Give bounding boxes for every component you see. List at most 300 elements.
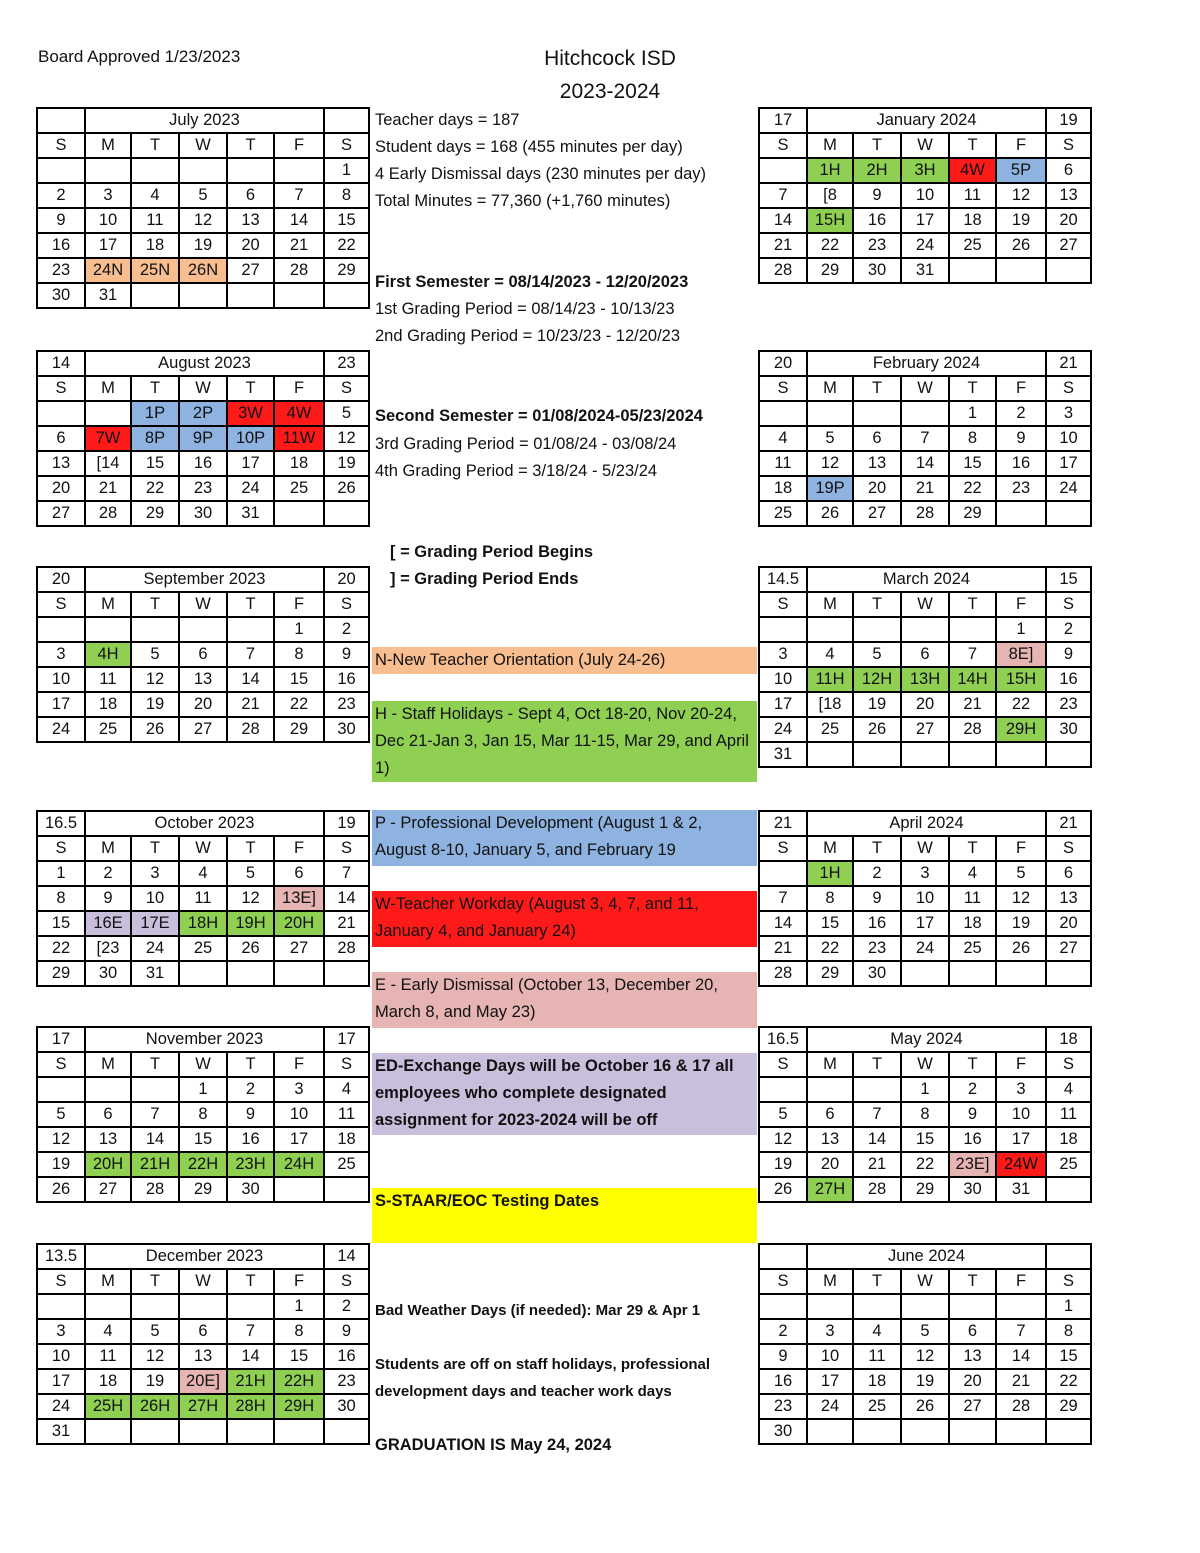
district-title: Hitchcock ISD: [544, 47, 676, 70]
day-cell: 28: [85, 501, 131, 526]
day-cell: 30: [949, 1177, 996, 1202]
weekday-header: W: [901, 1269, 949, 1294]
day-cell: 25N: [131, 258, 179, 283]
day-cell: 8: [274, 1319, 324, 1344]
day-cell: 5: [324, 401, 369, 426]
week-row: [37, 158, 369, 183]
day-cell: 21: [853, 1152, 901, 1177]
weekday-header: T: [853, 592, 901, 617]
day-cell: 7: [324, 861, 369, 886]
day-cell: 22: [37, 936, 85, 961]
day-cell: 26: [131, 717, 179, 742]
weekday-header: F: [996, 133, 1046, 158]
month-days-right: 17: [324, 1027, 369, 1052]
weekday-header: M: [807, 376, 853, 401]
day-cell: 25: [853, 1394, 901, 1419]
week-row: [759, 861, 1091, 886]
day-cell: 18: [949, 911, 996, 936]
week-row: [37, 1294, 369, 1319]
weekday-header: T: [853, 133, 901, 158]
week-row: [37, 1177, 369, 1202]
day-cell: 21: [759, 233, 807, 258]
day-cell: [324, 1177, 369, 1202]
day-cell: [324, 501, 369, 526]
day-cell: 23: [37, 258, 85, 283]
weekday-header: S: [324, 1269, 369, 1294]
week-row: [759, 617, 1091, 642]
week-row: [37, 208, 369, 233]
weekday-header: S: [37, 1052, 85, 1077]
day-cell: 9: [324, 642, 369, 667]
day-cell: 2: [759, 1319, 807, 1344]
month-days-right: [1046, 1244, 1091, 1269]
weekday-header: S: [324, 592, 369, 617]
day-cell: 28: [759, 258, 807, 283]
day-cell: 10: [37, 1344, 85, 1369]
weekday-header: T: [131, 133, 179, 158]
day-cell: [1046, 742, 1091, 767]
day-cell: [324, 961, 369, 986]
day-cell: 30: [759, 1419, 807, 1444]
day-cell: 19: [324, 451, 369, 476]
day-cell: [274, 501, 324, 526]
day-cell: 12H: [853, 667, 901, 692]
month-march-2024: [758, 566, 1092, 768]
day-cell: [274, 1419, 324, 1444]
day-cell: [131, 1294, 179, 1319]
day-cell: [179, 158, 227, 183]
day-cell: 18H: [179, 911, 227, 936]
day-cell: 12: [179, 208, 227, 233]
day-cell: 4: [853, 1319, 901, 1344]
day-cell: 24: [1046, 476, 1091, 501]
first-semester: First Semester = 08/14/2023 - 12/20/2023: [375, 273, 689, 291]
day-cell: 13: [179, 1344, 227, 1369]
day-cell: 9: [227, 1102, 274, 1127]
grading-period-2: 2nd Grading Period = 10/23/23 - 12/20/23: [375, 327, 681, 345]
day-cell: 14: [227, 1344, 274, 1369]
day-cell: 25: [949, 936, 996, 961]
legend-teacher-workday: W-Teacher Workday (August 3, 4, 7, and 11, January 4, and January 24): [372, 891, 757, 947]
day-cell: 17: [274, 1127, 324, 1152]
day-cell: 20H: [85, 1152, 131, 1177]
week-row: [759, 501, 1091, 526]
day-cell: 31: [759, 742, 807, 767]
day-cell: [996, 742, 1046, 767]
day-cell: [85, 1419, 131, 1444]
day-cell: 6: [853, 426, 901, 451]
day-cell: 22H: [274, 1369, 324, 1394]
day-cell: 23: [324, 692, 369, 717]
day-cell: 8: [274, 642, 324, 667]
day-cell: 7W: [85, 426, 131, 451]
weekday-header: W: [179, 376, 227, 401]
day-cell: 11: [85, 667, 131, 692]
month-days-right: 23: [324, 351, 369, 376]
day-cell: [853, 617, 901, 642]
day-cell: 27: [1046, 936, 1091, 961]
month-days-left: [37, 108, 85, 133]
day-cell: [807, 617, 853, 642]
week-row: [759, 208, 1091, 233]
day-cell: [853, 742, 901, 767]
day-cell: [131, 1077, 179, 1102]
day-cell: 19: [37, 1152, 85, 1177]
day-cell: 14: [131, 1127, 179, 1152]
day-cell: 31: [131, 961, 179, 986]
day-cell: 26: [227, 936, 274, 961]
week-row: [37, 1152, 369, 1177]
day-cell: 18: [1046, 1127, 1091, 1152]
bad-weather-days: Bad Weather Days (if needed): Mar 29 & Apr 1: [375, 1302, 701, 1319]
day-cell: 16: [759, 1369, 807, 1394]
day-cell: 6: [179, 642, 227, 667]
day-cell: 3: [85, 183, 131, 208]
day-cell: 25: [1046, 1152, 1091, 1177]
day-cell: 4W: [274, 401, 324, 426]
day-cell: 7: [274, 183, 324, 208]
day-cell: [131, 617, 179, 642]
day-cell: 8: [807, 886, 853, 911]
day-cell: 28: [274, 258, 324, 283]
day-cell: 5: [37, 1102, 85, 1127]
weekday-header: M: [807, 1052, 853, 1077]
day-cell: 1: [324, 158, 369, 183]
day-cell: 28: [996, 1394, 1046, 1419]
weekday-header: S: [324, 376, 369, 401]
day-cell: 13: [179, 667, 227, 692]
day-cell: [324, 1419, 369, 1444]
day-cell: 11: [949, 886, 996, 911]
day-cell: 16: [853, 208, 901, 233]
weekday-header: F: [274, 1052, 324, 1077]
weekday-header: T: [131, 592, 179, 617]
day-cell: 15: [901, 1127, 949, 1152]
day-cell: 20: [949, 1369, 996, 1394]
day-cell: [807, 1294, 853, 1319]
day-cell: 7: [853, 1102, 901, 1127]
day-cell: 13: [853, 451, 901, 476]
week-row: [37, 426, 369, 451]
day-cell: [179, 1294, 227, 1319]
day-cell: 7: [227, 642, 274, 667]
month-june-2024: [758, 1243, 1092, 1445]
day-cell: 10: [759, 667, 807, 692]
day-cell: 11: [1046, 1102, 1091, 1127]
day-cell: 30: [324, 1394, 369, 1419]
weekday-header: M: [85, 133, 131, 158]
day-cell: [901, 1294, 949, 1319]
day-cell: 14: [901, 451, 949, 476]
month-name: February 2024: [807, 351, 1046, 376]
day-cell: [227, 1419, 274, 1444]
day-cell: 10: [901, 886, 949, 911]
week-row: [37, 451, 369, 476]
day-cell: 30: [853, 258, 901, 283]
weekday-header: S: [324, 836, 369, 861]
day-cell: 13H: [901, 667, 949, 692]
day-cell: 29: [807, 961, 853, 986]
day-cell: 16: [179, 451, 227, 476]
weekday-header: S: [37, 836, 85, 861]
day-cell: 6: [274, 861, 324, 886]
day-cell: 13: [1046, 886, 1091, 911]
weekday-header: M: [807, 1269, 853, 1294]
board-approved-label: Board Approved 1/23/2023: [38, 47, 241, 66]
day-cell: 25: [949, 233, 996, 258]
day-cell: 17: [37, 692, 85, 717]
day-cell: 1: [274, 1294, 324, 1319]
day-cell: 14: [324, 886, 369, 911]
day-cell: 23: [996, 476, 1046, 501]
day-cell: [807, 1077, 853, 1102]
day-cell: 1: [179, 1077, 227, 1102]
day-cell: 15: [949, 451, 996, 476]
grading-period-1: 1st Grading Period = 08/14/23 - 10/13/23: [375, 300, 675, 318]
day-cell: 29: [1046, 1394, 1091, 1419]
day-cell: 11: [131, 208, 179, 233]
day-cell: 27: [1046, 233, 1091, 258]
day-cell: 11: [179, 886, 227, 911]
day-cell: 1: [901, 1077, 949, 1102]
day-cell: 2P: [179, 401, 227, 426]
day-cell: 9: [853, 183, 901, 208]
day-cell: 24: [901, 936, 949, 961]
week-row: [37, 861, 369, 886]
day-cell: 22: [949, 476, 996, 501]
day-cell: 19: [131, 692, 179, 717]
day-cell: 30: [324, 717, 369, 742]
day-cell: 1H: [807, 158, 853, 183]
month-name: November 2023: [85, 1027, 324, 1052]
month-days-left: 20: [37, 567, 85, 592]
day-cell: 28: [227, 717, 274, 742]
day-cell: 25: [324, 1152, 369, 1177]
week-row: [759, 1102, 1091, 1127]
day-cell: 23: [759, 1394, 807, 1419]
day-cell: 3: [1046, 401, 1091, 426]
day-cell: 1: [274, 617, 324, 642]
day-cell: 19: [996, 208, 1046, 233]
day-cell: [853, 1419, 901, 1444]
day-cell: [949, 1419, 996, 1444]
day-cell: 11W: [274, 426, 324, 451]
day-cell: [759, 1294, 807, 1319]
day-cell: 4W: [949, 158, 996, 183]
day-cell: 15: [807, 911, 853, 936]
day-cell: 3: [759, 642, 807, 667]
day-cell: 11: [324, 1102, 369, 1127]
day-cell: 14: [853, 1127, 901, 1152]
day-cell: 23: [853, 233, 901, 258]
week-row: [759, 401, 1091, 426]
day-cell: 9: [949, 1102, 996, 1127]
day-cell: [179, 1419, 227, 1444]
weekday-header: T: [227, 592, 274, 617]
day-cell: [227, 617, 274, 642]
day-cell: [853, 1294, 901, 1319]
weekday-header: S: [759, 836, 807, 861]
week-row: [37, 501, 369, 526]
day-cell: 8P: [131, 426, 179, 451]
day-cell: [901, 401, 949, 426]
day-cell: 28H: [227, 1394, 274, 1419]
day-cell: [131, 283, 179, 308]
day-cell: [14: [85, 451, 131, 476]
day-cell: 27: [901, 717, 949, 742]
day-cell: 22: [807, 936, 853, 961]
day-cell: 31: [901, 258, 949, 283]
weekday-header: W: [179, 1269, 227, 1294]
day-cell: 26: [807, 501, 853, 526]
day-cell: 24N: [85, 258, 131, 283]
day-cell: 5: [901, 1319, 949, 1344]
week-row: [759, 451, 1091, 476]
day-cell: [901, 742, 949, 767]
weekday-header: S: [1046, 376, 1091, 401]
week-row: [759, 158, 1091, 183]
day-cell: 22: [996, 692, 1046, 717]
weekday-header: S: [1046, 1269, 1091, 1294]
day-cell: 31: [37, 1419, 85, 1444]
weekday-header: S: [759, 133, 807, 158]
day-cell: [227, 283, 274, 308]
week-row: [759, 233, 1091, 258]
month-name: October 2023: [85, 811, 324, 836]
weekday-header: S: [759, 376, 807, 401]
day-cell: 12: [901, 1344, 949, 1369]
day-cell: 30: [85, 961, 131, 986]
day-cell: 27H: [807, 1177, 853, 1202]
day-cell: 11: [853, 1344, 901, 1369]
day-cell: 19: [853, 692, 901, 717]
weekday-header: W: [901, 1052, 949, 1077]
day-cell: 10: [901, 183, 949, 208]
week-row: [37, 1344, 369, 1369]
day-cell: 26H: [131, 1394, 179, 1419]
day-cell: 4: [179, 861, 227, 886]
day-cell: 31: [996, 1177, 1046, 1202]
month-days-left: 14: [37, 351, 85, 376]
day-cell: 17: [1046, 451, 1091, 476]
day-cell: 27: [179, 717, 227, 742]
day-cell: 2: [949, 1077, 996, 1102]
weekday-header: F: [996, 1052, 1046, 1077]
early-dismissal-days: 4 Early Dismissal days (230 minutes per day): [375, 165, 707, 183]
week-row: [759, 961, 1091, 986]
day-cell: 24: [37, 1394, 85, 1419]
day-cell: 12: [759, 1127, 807, 1152]
weekday-header: T: [949, 1269, 996, 1294]
day-cell: [85, 158, 131, 183]
day-cell: 22: [274, 692, 324, 717]
day-cell: 19: [131, 1369, 179, 1394]
day-cell: 23: [853, 936, 901, 961]
day-cell: 2: [85, 861, 131, 886]
day-cell: 25: [85, 717, 131, 742]
day-cell: 23: [324, 1369, 369, 1394]
weekday-header: T: [949, 592, 996, 617]
week-row: [759, 1152, 1091, 1177]
grading-begins-legend: [ = Grading Period Begins: [390, 543, 594, 561]
week-row: [37, 233, 369, 258]
grading-period-3: 3rd Grading Period = 01/08/24 - 03/08/24: [375, 435, 677, 453]
day-cell: 22: [131, 476, 179, 501]
day-cell: 30: [37, 283, 85, 308]
day-cell: 9: [85, 886, 131, 911]
week-row: [759, 692, 1091, 717]
day-cell: 19: [901, 1369, 949, 1394]
month-april-2024: [758, 810, 1092, 987]
day-cell: 17E: [131, 911, 179, 936]
day-cell: 12: [131, 1344, 179, 1369]
day-cell: 20: [807, 1152, 853, 1177]
week-row: [759, 1419, 1091, 1444]
day-cell: 2H: [853, 158, 901, 183]
weekday-header: T: [131, 376, 179, 401]
day-cell: 6: [37, 426, 85, 451]
weekday-header: S: [37, 1269, 85, 1294]
week-row: [759, 936, 1091, 961]
day-cell: 26: [759, 1177, 807, 1202]
month-days-right: 21: [1046, 811, 1091, 836]
day-cell: [274, 1177, 324, 1202]
day-cell: 30: [853, 961, 901, 986]
day-cell: 14H: [949, 667, 996, 692]
day-cell: [274, 158, 324, 183]
weekday-header: F: [996, 376, 1046, 401]
day-cell: 9: [324, 1319, 369, 1344]
day-cell: 30: [1046, 717, 1091, 742]
day-cell: 28: [853, 1177, 901, 1202]
week-row: [37, 886, 369, 911]
day-cell: 5: [227, 861, 274, 886]
month-days-right: 21: [1046, 351, 1091, 376]
day-cell: 18: [853, 1369, 901, 1394]
day-cell: 14: [759, 208, 807, 233]
day-cell: [1046, 258, 1091, 283]
day-cell: 22: [1046, 1369, 1091, 1394]
day-cell: 1: [1046, 1294, 1091, 1319]
day-cell: 2: [996, 401, 1046, 426]
day-cell: 18: [759, 476, 807, 501]
day-cell: 10: [131, 886, 179, 911]
day-cell: 25: [274, 476, 324, 501]
day-cell: 7: [901, 426, 949, 451]
legend-staar-eoc: S-STAAR/EOC Testing Dates: [372, 1188, 757, 1243]
day-cell: 27: [85, 1177, 131, 1202]
day-cell: [274, 283, 324, 308]
day-cell: 21: [324, 911, 369, 936]
day-cell: 29: [179, 1177, 227, 1202]
day-cell: 18: [324, 1127, 369, 1152]
day-cell: 11: [85, 1344, 131, 1369]
day-cell: 6: [1046, 158, 1091, 183]
day-cell: 10P: [227, 426, 274, 451]
week-row: [37, 1394, 369, 1419]
month-days-right: 19: [324, 811, 369, 836]
day-cell: 8E]: [996, 642, 1046, 667]
day-cell: 1: [949, 401, 996, 426]
day-cell: 26: [996, 936, 1046, 961]
day-cell: 15: [37, 911, 85, 936]
weekday-header: S: [37, 376, 85, 401]
week-row: [759, 1177, 1091, 1202]
day-cell: [996, 258, 1046, 283]
weekday-header: M: [807, 592, 853, 617]
day-cell: 15: [274, 667, 324, 692]
day-cell: 5: [131, 642, 179, 667]
